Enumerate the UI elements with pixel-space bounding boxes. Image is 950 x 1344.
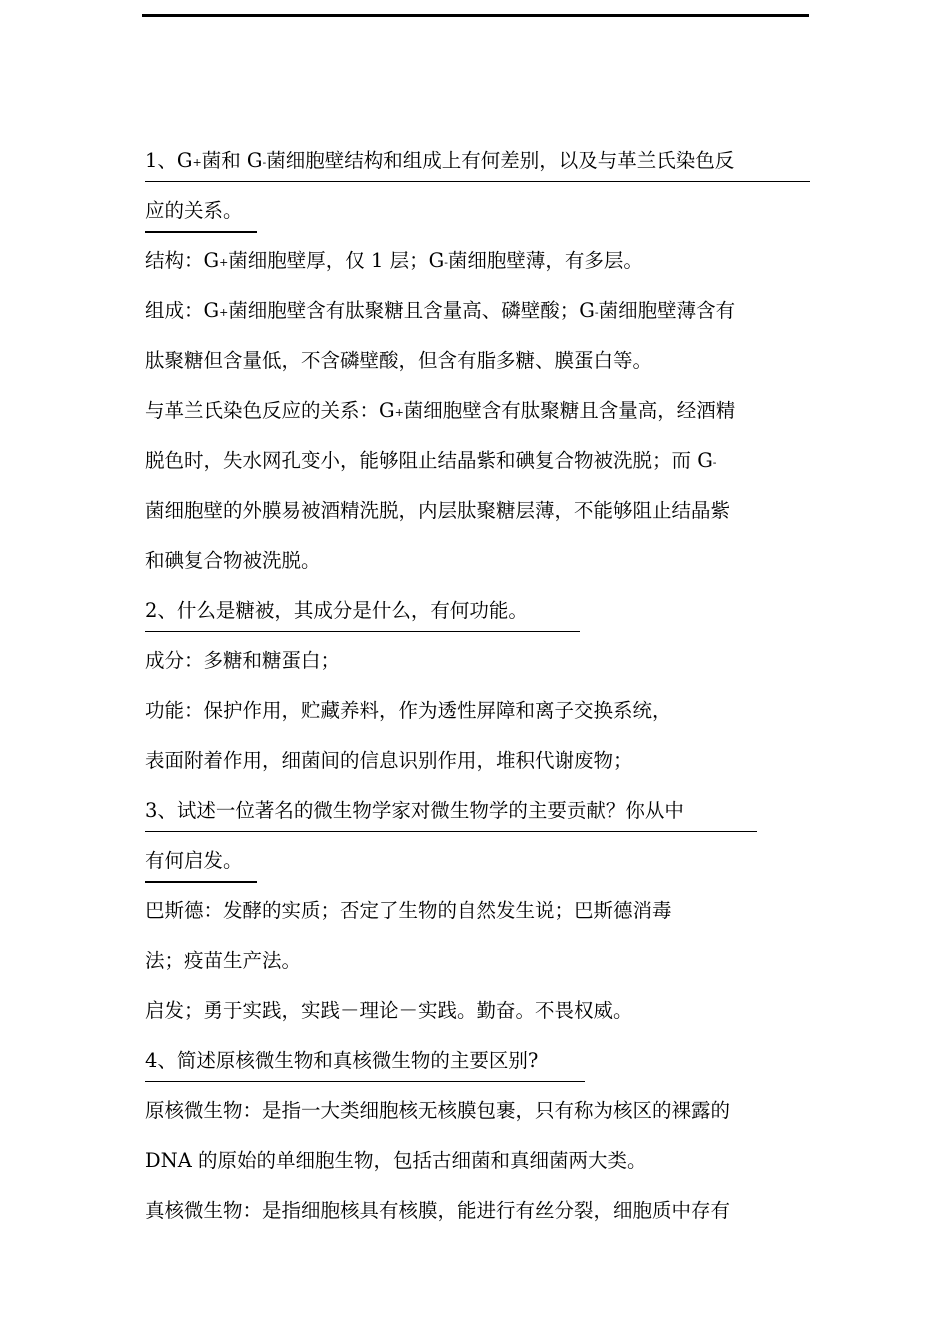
text-segment: 功能：保护作用，贮藏养料，作为透性屏障和离子交换系统， bbox=[145, 699, 672, 722]
answer-text bbox=[145, 749, 633, 772]
text-segment: 结构：G bbox=[145, 249, 220, 272]
answer-text bbox=[145, 249, 643, 272]
text-segment: 菌细胞壁的外膜易被酒精洗脱，内层肽聚糖层薄，不能够阻止结晶紫 bbox=[145, 499, 731, 522]
answer-text bbox=[145, 649, 340, 672]
answer-line bbox=[145, 886, 810, 936]
text-segment: 成分：多糖和糖蛋白； bbox=[145, 649, 341, 672]
answer-line bbox=[145, 386, 810, 436]
text-segment: 真核微生物：是指细胞核具有核膜，能进行有丝分裂，细胞质中存有 bbox=[145, 1199, 731, 1222]
text-segment: 巴斯德：发酵的实质；否定了生物的自然发生说；巴斯德消毒 bbox=[145, 899, 672, 922]
question-text bbox=[145, 141, 810, 182]
answer-text bbox=[145, 349, 652, 372]
text-segment: 与革兰氏染色反应的关系：G bbox=[145, 399, 395, 422]
answer-text bbox=[145, 999, 633, 1022]
question-text bbox=[145, 191, 257, 233]
gram-sign: + bbox=[219, 306, 229, 319]
answer-line bbox=[145, 1136, 810, 1186]
gram-sign: + bbox=[219, 256, 229, 269]
text-segment: 菌细胞壁结构和组成上有何差别，以及与革兰氏染色反 bbox=[266, 149, 735, 172]
answer-line bbox=[145, 336, 810, 386]
answer-line bbox=[145, 636, 810, 686]
text-segment: 原核微生物：是指一大类细胞核无核膜包裹，只有称为核区的裸露的 bbox=[145, 1099, 731, 1122]
answer-text bbox=[145, 1199, 730, 1222]
text-segment: 菌细胞壁含有肽聚糖且含量高，经酒精 bbox=[403, 399, 736, 422]
answer-line bbox=[145, 1086, 810, 1136]
answer-text bbox=[145, 1099, 730, 1122]
answer-text bbox=[145, 299, 735, 322]
question-text bbox=[145, 591, 580, 632]
answer-text bbox=[145, 949, 301, 972]
answer-text bbox=[145, 1149, 646, 1172]
gram-sign: - bbox=[262, 156, 267, 169]
question-line bbox=[145, 586, 810, 636]
answer-text bbox=[145, 449, 717, 472]
text-segment: 有何启发。 bbox=[145, 849, 243, 872]
gram-sign: + bbox=[192, 156, 202, 169]
text-segment: 4、简述原核微生物和真核微生物的主要区别? bbox=[145, 1049, 539, 1072]
text-segment: 菌和 G bbox=[201, 149, 263, 172]
question-text bbox=[145, 791, 757, 832]
text-segment: DNA 的原始的单细胞生物，包括古细菌和真细菌两大类。 bbox=[145, 1149, 647, 1172]
text-segment: 1、G bbox=[145, 149, 193, 172]
question-line bbox=[145, 186, 810, 236]
document-body bbox=[145, 136, 810, 1236]
question-line bbox=[145, 786, 810, 836]
text-segment: 启发；勇于实践，实践－理论－实践。勤奋。不畏权威。 bbox=[145, 999, 633, 1022]
answer-line bbox=[145, 236, 810, 286]
question-text bbox=[145, 1041, 585, 1082]
answer-text bbox=[145, 549, 321, 572]
text-segment: 法；疫苗生产法。 bbox=[145, 949, 302, 972]
answer-text bbox=[145, 699, 672, 722]
question-line bbox=[145, 136, 810, 186]
answer-line bbox=[145, 536, 810, 586]
answer-line bbox=[145, 286, 810, 336]
answer-text bbox=[145, 899, 672, 922]
header-rule bbox=[142, 14, 809, 17]
text-segment: 和碘复合物被洗脱。 bbox=[145, 549, 321, 572]
gram-sign: - bbox=[444, 256, 448, 269]
question-line bbox=[145, 836, 810, 886]
text-segment: 3、试述一位著名的微生物学家对微生物学的主要贡献？你从中 bbox=[145, 799, 684, 822]
text-segment: 菌细胞壁薄，有多层。 bbox=[447, 249, 643, 272]
gram-sign: - bbox=[594, 306, 599, 319]
answer-line bbox=[145, 736, 810, 786]
gram-sign: + bbox=[394, 406, 404, 419]
answer-line bbox=[145, 986, 810, 1036]
text-segment: 表面附着作用，细菌间的信息识别作用，堆积代谢废物； bbox=[145, 749, 633, 772]
text-segment: 肽聚糖但含量低，不含磷壁酸，但含有脂多糖、膜蛋白等。 bbox=[145, 349, 653, 372]
text-segment: 脱色时，失水网孔变小，能够阻止结晶紫和碘复合物被洗脱；而 G bbox=[145, 449, 713, 472]
answer-line bbox=[145, 686, 810, 736]
answer-line bbox=[145, 936, 810, 986]
text-segment: 菌细胞壁含有肽聚糖且含量高、磷壁酸；G bbox=[228, 299, 595, 322]
answer-line bbox=[145, 436, 810, 486]
gram-sign: - bbox=[712, 456, 717, 469]
text-segment: 菌细胞壁厚，仅 1 层；G bbox=[228, 249, 445, 272]
question-text bbox=[145, 841, 257, 883]
answer-text bbox=[145, 399, 735, 422]
answer-line bbox=[145, 486, 810, 536]
answer-line bbox=[145, 1186, 810, 1236]
text-segment: 应的关系。 bbox=[145, 199, 243, 222]
text-segment: 2、什么是糖被，其成分是什么，有何功能。 bbox=[145, 599, 528, 622]
text-segment: 组成：G bbox=[145, 299, 220, 322]
question-line bbox=[145, 1036, 810, 1086]
text-segment: 菌细胞壁薄含有 bbox=[598, 299, 736, 322]
answer-text bbox=[145, 499, 730, 522]
